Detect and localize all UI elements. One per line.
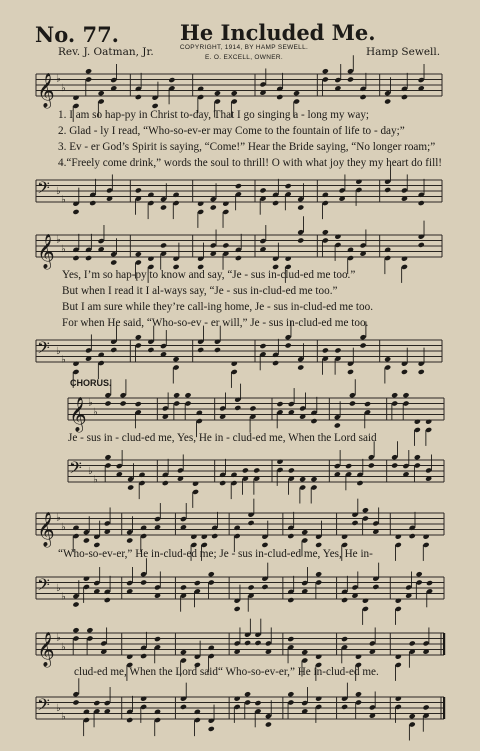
notehead xyxy=(391,462,398,468)
notehead xyxy=(297,204,304,210)
notehead xyxy=(347,76,354,82)
notehead xyxy=(287,597,294,603)
notehead xyxy=(154,709,161,715)
hymn-title: He Included Me. xyxy=(180,20,376,45)
notehead xyxy=(322,347,329,353)
notehead xyxy=(368,462,375,468)
notehead xyxy=(409,533,416,539)
notehead xyxy=(272,360,279,366)
final-barline-thick xyxy=(443,633,445,655)
notehead xyxy=(247,520,254,526)
bass-clef-icon: 𝄢 xyxy=(37,177,50,202)
notehead xyxy=(197,347,204,353)
notehead xyxy=(72,525,79,531)
notehead xyxy=(140,653,147,659)
notehead xyxy=(349,400,356,406)
notehead xyxy=(192,481,199,487)
notehead xyxy=(126,717,133,723)
notehead xyxy=(310,418,317,424)
notehead xyxy=(234,525,241,531)
notehead xyxy=(231,361,238,367)
notehead xyxy=(287,636,294,642)
notehead xyxy=(401,94,408,100)
notehead xyxy=(360,94,367,100)
notehead xyxy=(355,179,362,185)
notehead xyxy=(276,401,283,407)
flat-sign-icon: ♭ xyxy=(56,632,61,644)
notehead xyxy=(104,454,111,460)
notehead xyxy=(384,247,391,253)
notehead xyxy=(401,369,408,375)
notehead xyxy=(414,454,421,460)
notehead xyxy=(197,86,204,92)
notehead xyxy=(247,584,254,590)
verse-1-line-1: 1. I am so hap-py in Christ to-day, That I go singing a - long my way; xyxy=(58,109,370,121)
notehead xyxy=(362,598,369,604)
notehead xyxy=(418,242,425,248)
notehead xyxy=(208,571,215,577)
notehead xyxy=(214,347,221,353)
notehead xyxy=(341,636,348,642)
notehead xyxy=(72,209,79,215)
notehead xyxy=(154,636,161,642)
notehead xyxy=(254,640,261,646)
notehead xyxy=(104,597,111,603)
notehead xyxy=(249,405,256,411)
notehead xyxy=(83,537,90,543)
notehead xyxy=(293,90,300,96)
notehead xyxy=(72,255,79,261)
notehead xyxy=(310,476,317,482)
notehead xyxy=(235,255,242,261)
notehead xyxy=(254,700,261,706)
notehead xyxy=(322,68,329,74)
notehead xyxy=(362,507,369,513)
notehead xyxy=(85,68,92,74)
notehead xyxy=(222,242,229,248)
notehead xyxy=(135,401,142,407)
notehead xyxy=(347,247,354,253)
lyricist-credit: Rev. J. Oatman, Jr. xyxy=(58,46,154,58)
bass-clef-icon: 𝄢 xyxy=(69,457,82,482)
flat-sign-icon: ♭ xyxy=(61,591,66,603)
notehead xyxy=(409,713,416,719)
notehead xyxy=(138,472,145,478)
verse-2-line-2: But when I read it I al-ways say, “Je - sus in-clud-ed me too.” xyxy=(62,285,338,297)
flat-sign-icon: ♭ xyxy=(61,711,66,723)
notehead xyxy=(197,201,204,207)
hymn-number: No. 77. xyxy=(35,22,119,47)
notehead xyxy=(425,419,432,425)
notehead xyxy=(288,467,295,473)
notehead xyxy=(196,410,203,416)
notehead xyxy=(211,533,218,539)
notehead xyxy=(72,699,79,705)
notehead xyxy=(301,529,308,535)
notehead xyxy=(72,95,79,101)
notehead xyxy=(180,704,187,710)
notehead xyxy=(259,187,266,193)
flat-sign-icon: ♭ xyxy=(88,397,93,409)
notehead xyxy=(147,256,154,262)
notehead xyxy=(72,601,79,607)
flat-sign-icon: ♭ xyxy=(88,466,93,477)
notehead xyxy=(391,392,398,398)
flat-sign-icon: ♭ xyxy=(61,354,66,366)
chorus-label: CHORUS. xyxy=(70,378,112,388)
chorus-line-2: “Who-so-ev-er,” He in-clud-ed me; Je - sus in-clud-ed me, Yes, He in- xyxy=(58,548,373,560)
flat-sign-icon: ♭ xyxy=(56,186,61,197)
notehead xyxy=(126,537,133,543)
notehead xyxy=(219,480,226,486)
notehead xyxy=(194,709,201,715)
notehead xyxy=(98,352,105,358)
notehead xyxy=(83,576,90,582)
notehead xyxy=(244,691,251,697)
notehead xyxy=(259,343,266,349)
notehead xyxy=(147,347,154,353)
notehead xyxy=(322,229,329,235)
notehead xyxy=(265,721,272,727)
flat-sign-icon: ♭ xyxy=(61,82,66,94)
notehead xyxy=(140,696,147,702)
notehead xyxy=(416,571,423,577)
notehead xyxy=(341,534,348,540)
notehead xyxy=(147,192,154,198)
notehead xyxy=(372,584,379,590)
notehead xyxy=(135,94,142,100)
verse-2-line-1: 2. Glad - ly I read, “Who-so-ev-er may Come to the fountain of life to - day;” xyxy=(58,125,405,137)
notehead xyxy=(414,419,421,425)
notehead xyxy=(110,259,117,265)
notehead xyxy=(285,256,292,262)
notehead xyxy=(85,255,92,261)
notehead xyxy=(253,467,260,473)
notehead xyxy=(285,183,292,189)
notehead xyxy=(194,580,201,586)
copyright-owner-line: E. O. EXCELL, OWNER. xyxy=(205,54,283,61)
notehead xyxy=(409,640,416,646)
notehead xyxy=(401,256,408,262)
notehead xyxy=(135,251,142,257)
notehead xyxy=(276,94,283,100)
chorus-line-3: clud-ed me, When the Lord said“ Who-so-ev-er,” He in-clud-ed me. xyxy=(74,666,379,678)
notehead xyxy=(110,347,117,353)
notehead xyxy=(173,192,180,198)
notehead xyxy=(234,606,241,612)
notehead xyxy=(201,534,208,540)
notehead xyxy=(351,520,358,526)
notehead xyxy=(341,597,348,603)
notehead xyxy=(135,187,142,193)
notehead xyxy=(356,480,363,486)
notehead xyxy=(272,200,279,206)
flat-sign-icon: ♭ xyxy=(61,194,66,206)
notehead xyxy=(160,242,167,248)
flat-sign-icon: ♭ xyxy=(61,243,66,255)
notehead xyxy=(208,726,215,732)
notehead xyxy=(126,654,133,660)
flat-sign-icon: ♭ xyxy=(61,521,66,533)
notehead xyxy=(93,700,100,706)
notehead xyxy=(315,571,322,577)
notehead xyxy=(297,364,304,370)
verse-4-line-1: 4.“Freely come drink,” words the soul to thrill! O with what joy they my heart do fill! xyxy=(58,157,443,169)
notehead xyxy=(210,204,217,210)
notehead xyxy=(285,342,292,348)
flat-sign-icon: ♭ xyxy=(56,73,61,85)
notehead xyxy=(297,237,304,243)
notehead xyxy=(190,534,197,540)
notehead xyxy=(402,392,409,398)
notehead xyxy=(334,234,341,240)
notehead xyxy=(334,422,341,428)
treble-clef-icon: 𝄞 xyxy=(37,234,55,269)
notehead xyxy=(287,691,294,697)
notehead xyxy=(234,405,241,411)
notehead xyxy=(208,645,215,651)
notehead xyxy=(355,691,362,697)
treble-clef-icon: 𝄞 xyxy=(69,397,87,432)
notehead xyxy=(384,98,391,104)
flat-sign-icon: ♭ xyxy=(56,346,61,357)
notehead xyxy=(230,472,237,478)
notehead xyxy=(395,654,402,660)
final-barline-thick xyxy=(443,697,445,719)
notehead xyxy=(322,192,329,198)
notehead xyxy=(86,627,93,633)
notehead xyxy=(180,649,187,655)
notehead xyxy=(418,369,425,375)
notehead xyxy=(234,696,241,702)
notehead xyxy=(173,356,180,362)
notehead xyxy=(140,579,147,585)
notehead xyxy=(315,696,322,702)
notehead xyxy=(276,459,283,465)
notehead xyxy=(231,90,238,96)
notehead xyxy=(334,347,341,353)
verse-3-line-1: 3. Ev - er God’s Spirit is saying, “Come!” Hear the Bride saying, “No longer roam;” xyxy=(58,141,436,153)
notehead xyxy=(384,356,391,362)
flat-sign-icon: ♭ xyxy=(56,583,61,594)
notehead xyxy=(173,392,180,398)
notehead xyxy=(299,476,306,482)
notehead xyxy=(347,369,354,375)
treble-clef-icon: 𝄞 xyxy=(37,73,55,108)
notehead xyxy=(235,183,242,189)
notehead xyxy=(168,77,175,83)
notehead xyxy=(418,200,425,206)
notehead xyxy=(72,627,79,633)
treble-clef-icon: 𝄞 xyxy=(37,632,55,667)
notehead xyxy=(83,709,90,715)
flat-sign-icon: ♭ xyxy=(56,512,61,524)
notehead xyxy=(140,525,147,531)
notehead xyxy=(214,90,221,96)
chorus-line-1: Je - sus in - clud-ed me, Yes, He in - clud-ed me, When the Lord said xyxy=(68,432,377,444)
notehead xyxy=(384,187,391,193)
verse-4-line-2: For when He said, “Who-so-ev - er will,” Je - sus in-clud-ed me too. xyxy=(62,317,369,329)
notehead xyxy=(222,201,229,207)
notehead xyxy=(364,401,371,407)
composer-credit: Hamp Sewell. xyxy=(366,46,441,58)
notehead xyxy=(395,534,402,540)
notehead xyxy=(360,342,367,348)
treble-clef-icon: 𝄞 xyxy=(37,512,55,547)
notehead xyxy=(395,598,402,604)
bass-clef-icon: 𝄢 xyxy=(37,574,50,599)
notehead xyxy=(244,640,251,646)
notehead xyxy=(98,90,105,96)
verse-1-line-2: Yes, I’m so hap-py to know and say, “Je - sus in-clud-ed me too.” xyxy=(62,269,356,281)
notehead xyxy=(184,392,191,398)
notehead xyxy=(423,704,430,710)
notehead xyxy=(127,484,134,490)
notehead xyxy=(355,654,362,660)
notehead xyxy=(135,334,142,340)
flat-sign-icon: ♭ xyxy=(56,703,61,714)
notehead xyxy=(89,200,96,206)
flat-sign-icon: ♭ xyxy=(61,641,66,653)
notehead xyxy=(180,584,187,590)
copyright-line: COPYRIGHT, 1914, BY HAMP SEWELL. xyxy=(179,44,309,51)
notehead xyxy=(423,534,430,540)
notehead xyxy=(341,704,348,710)
flat-sign-icon: ♭ xyxy=(93,406,98,418)
bass-clef-icon: 𝄢 xyxy=(37,337,50,362)
verse-3-line-2: But I am sure while they’re call-ing home, Je - sus in-clud-ed me too. xyxy=(62,301,373,313)
notehead xyxy=(345,463,352,469)
flat-sign-icon: ♭ xyxy=(56,234,61,246)
notehead xyxy=(242,467,249,473)
flat-sign-icon: ♭ xyxy=(93,474,98,486)
notehead xyxy=(162,480,169,486)
notehead xyxy=(395,696,402,702)
notehead xyxy=(315,654,322,660)
notehead xyxy=(104,400,111,406)
notehead xyxy=(301,649,308,655)
notehead xyxy=(287,533,294,539)
notehead xyxy=(261,584,268,590)
notehead xyxy=(426,580,433,586)
bass-clef-icon: 𝄢 xyxy=(37,694,50,719)
notehead xyxy=(160,204,167,210)
notehead xyxy=(120,400,127,406)
notehead xyxy=(72,361,79,367)
